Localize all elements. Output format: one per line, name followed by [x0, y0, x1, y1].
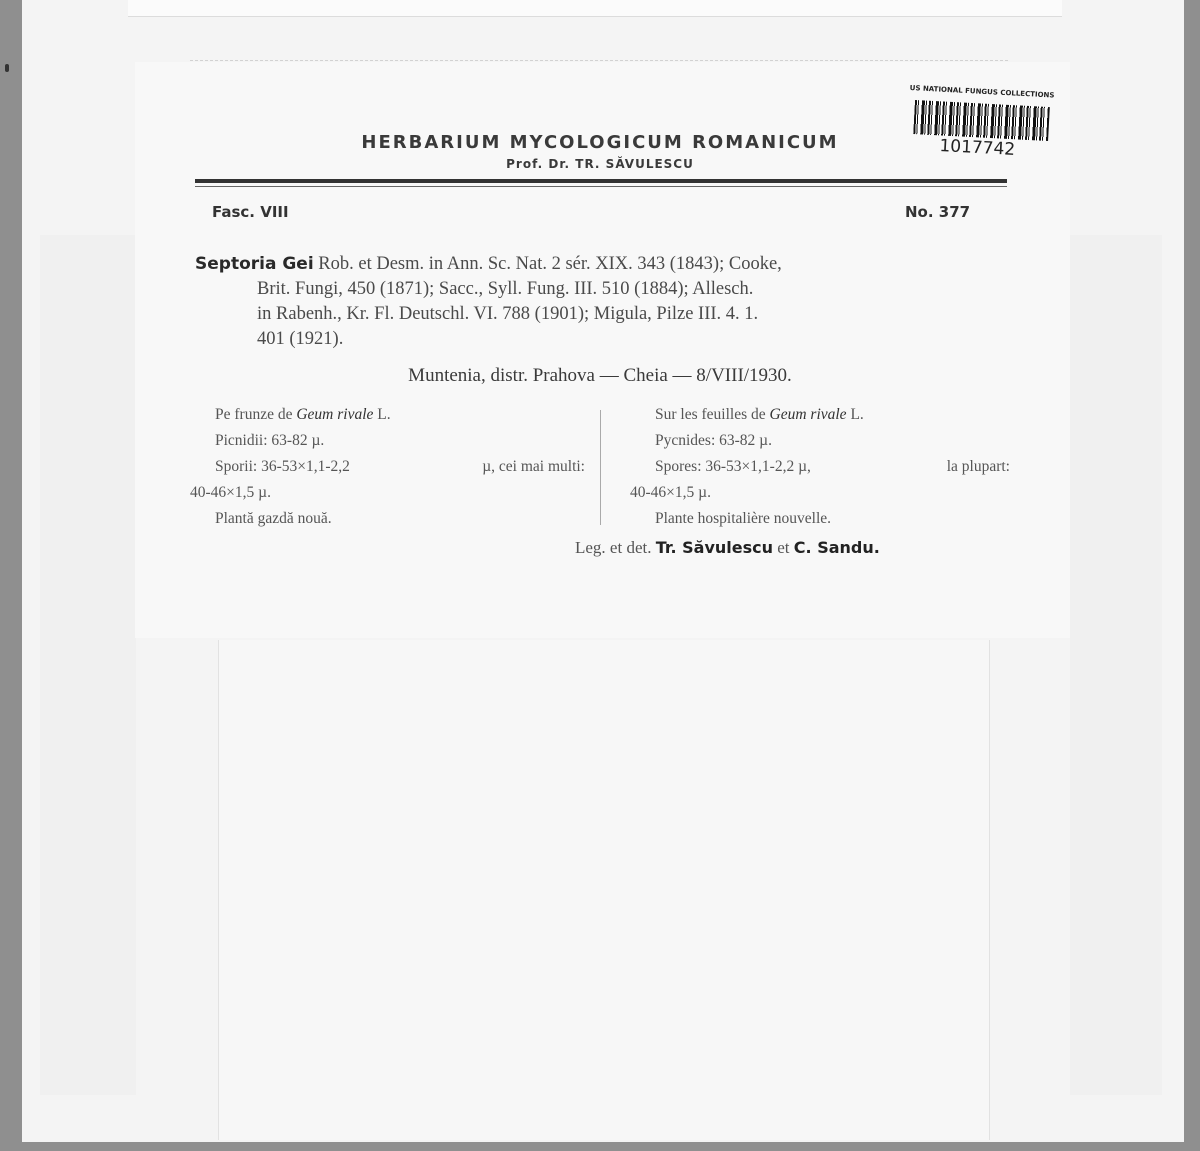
top-paper-strip: [128, 0, 1062, 17]
specimen-label: [190, 60, 1055, 580]
fascicle-label: Fasc. VIII: [212, 203, 289, 221]
specimen-number: No. 377: [905, 203, 971, 221]
romanian-description: [190, 402, 585, 532]
ro-host-prefix: Pe frunze de: [215, 406, 297, 423]
ro-host-author: L.: [373, 406, 391, 423]
fr-pycnidia: Pycnides: 63-82 µ.: [655, 432, 772, 449]
collector-2: C. Sandu.: [793, 538, 880, 557]
citation-line-3: in Rabenh., Kr. Fl. Deutschl. VI. 788 (1901); Migula, Pilze III. 4. 1.: [257, 304, 759, 324]
edge-mark: [5, 64, 9, 72]
fr-host-author: L.: [846, 406, 864, 423]
fr-host-name: Geum rivale: [769, 406, 847, 423]
herbarium-title: HERBARIUM MYCOLOGICUM ROMANICUM: [361, 132, 839, 153]
citation-line-4: 401 (1921).: [257, 329, 344, 349]
fr-spores-b: la plupart:: [946, 458, 1010, 475]
fr-host-prefix: Sur les feuilles de: [655, 406, 770, 423]
ro-spores-a: Sporii: 36-53×1,1-2,2: [215, 458, 350, 475]
barcode-number: 1017742: [938, 136, 1016, 160]
fr-spores-c: 40-46×1,5 µ.: [630, 484, 711, 501]
column-divider: [600, 410, 601, 525]
ro-spores-c: 40-46×1,5 µ.: [190, 484, 271, 501]
citation-line-2: Brit. Fungi, 450 (1871); Sacc., Syll. Fung. III. 510 (1884); Allesch.: [257, 279, 754, 299]
ro-spores-b: µ, cei mai multi:: [482, 458, 585, 475]
citation-text-1: Rob. et Desm. in Ann. Sc. Nat. 2 sér. XIX. 343 (1843); Cooke,: [313, 254, 782, 274]
fr-host: [630, 402, 1010, 428]
ro-pycnidia: Picnidii: 63-82 µ.: [215, 432, 325, 449]
envelope-flap-right: [1070, 235, 1162, 1095]
citation-line-1: [195, 252, 1010, 277]
collectors-line: [575, 538, 880, 558]
locality: Muntenia, distr. Prahova — Cheia — 8/VIII/1930.: [408, 365, 792, 386]
label-top-rule: [190, 60, 1008, 61]
ro-host-name: Geum rivale: [296, 406, 374, 423]
barcode-caption: US NATIONAL FUNGUS COLLECTIONS: [909, 84, 1055, 100]
fr-spores-a: Spores: 36-53×1,1-2,2 µ,: [655, 458, 811, 475]
envelope-flap-left: [40, 235, 136, 1095]
species-name: Septoria Gei: [195, 254, 314, 274]
herbarium-subtitle: Prof. Dr. TR. SĂVULESCU: [506, 157, 694, 171]
french-description: [630, 402, 1010, 532]
barcode-label: [910, 84, 1060, 166]
header-rule-thin: [195, 186, 1007, 187]
fr-spores: [630, 454, 1010, 480]
species-citation: [195, 252, 1010, 352]
collectors-joiner: et: [773, 538, 794, 557]
barcode-icon: [913, 100, 1050, 141]
ro-spores: [190, 454, 585, 480]
ro-host: [190, 402, 585, 428]
fr-note: Plante hospitalière nouvelle.: [655, 510, 832, 527]
header-rule-thick: [195, 179, 1007, 183]
collector-1: Tr. Săvulescu: [655, 538, 774, 557]
envelope-lower-panel: [218, 640, 990, 1140]
collectors-prefix: Leg. et det.: [575, 538, 656, 557]
ro-note: Plantă gazdă nouă.: [215, 510, 332, 527]
